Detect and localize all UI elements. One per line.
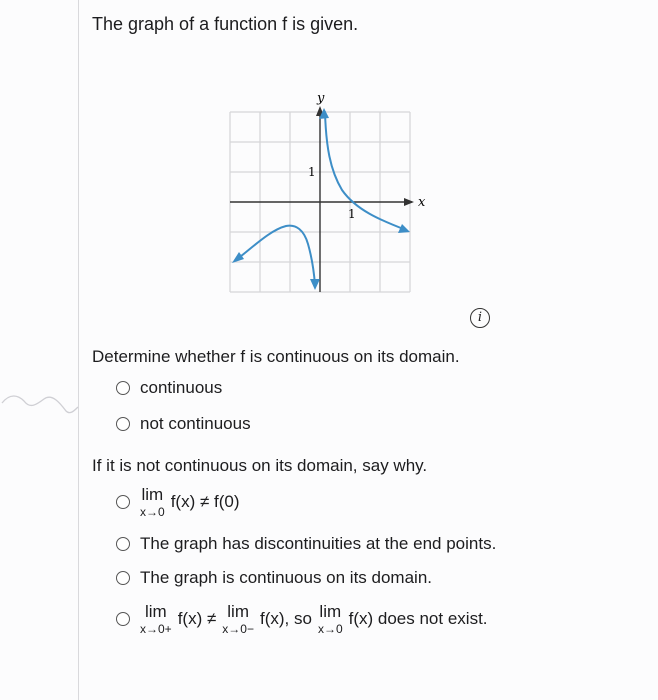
limit-notation-right: lim x→0+ [140, 602, 172, 636]
radio-limit-not-equal-f0[interactable] [116, 495, 130, 509]
y-axis-label: y [317, 91, 325, 106]
curve-arrow-left [232, 252, 244, 263]
option-not-continuous[interactable]: not continuous [116, 414, 251, 434]
radio-graph-continuous[interactable] [116, 571, 130, 585]
y-tick-label: 1 [308, 165, 316, 179]
option-one-sided-limits-differ[interactable]: lim x→0+ f(x) ≠ lim x→0− f(x), so lim x→0 f(x) does not exist. [116, 603, 488, 635]
function-graph [222, 88, 426, 298]
limit-notation-left: lim x→0− [222, 602, 254, 636]
question1-prompt: Determine whether f is continuous on its domain. [92, 347, 460, 366]
option-limit-not-equal-f0[interactable]: lim x→0 f(x) ≠ f(0) [116, 486, 240, 518]
radio-discontinuities-end-points[interactable] [116, 537, 130, 551]
x-axis-label: x [418, 195, 426, 210]
radio-continuous[interactable] [116, 381, 130, 395]
curve-left-branch [236, 226, 315, 285]
info-icon[interactable]: i [470, 308, 490, 328]
option-discontinuities-end-points[interactable]: The graph has discontinuities at the end points. [116, 534, 496, 554]
option-graph-continuous[interactable]: The graph is continuous on its domain. [116, 568, 432, 588]
x-tick-label: 1 [348, 207, 356, 221]
curve-arrow-bottom [310, 279, 320, 290]
left-border-line [78, 0, 79, 700]
curve-right-branch [325, 112, 406, 230]
radio-not-continuous[interactable] [116, 417, 130, 431]
question2-prompt: If it is not continuous on its domain, say why. [92, 456, 428, 475]
limit-notation: lim x→0 [140, 485, 165, 519]
x-axis-arrow [404, 198, 414, 206]
radio-one-sided-limits-differ[interactable] [116, 612, 130, 626]
problem-title: The graph of a function f is given. [92, 14, 359, 34]
pen-scribble [0, 385, 80, 425]
limit-notation-two-sided: lim x→0 [317, 602, 343, 636]
option-continuous[interactable]: continuous [116, 378, 222, 398]
